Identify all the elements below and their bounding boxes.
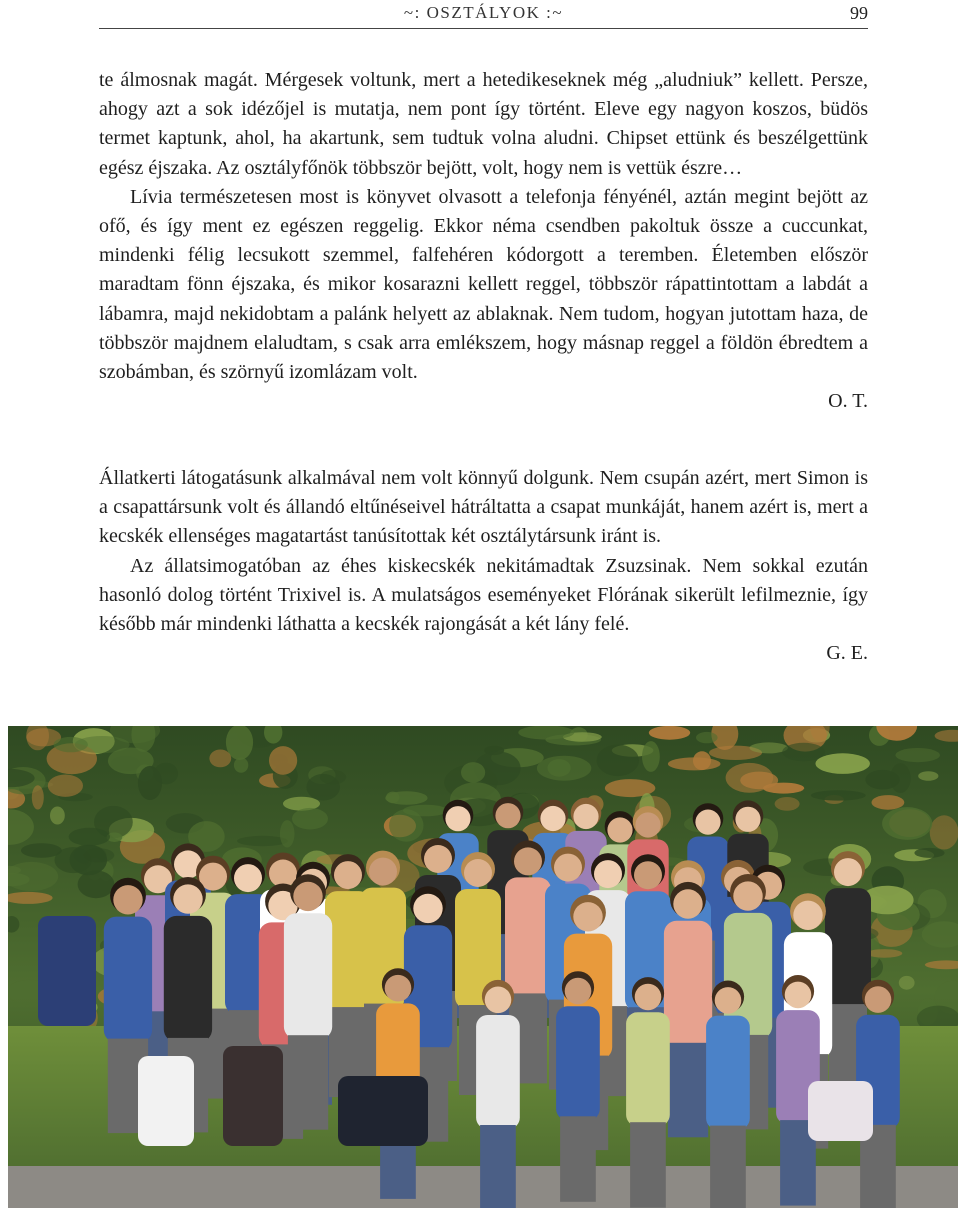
leaf-cluster [726, 763, 774, 793]
leaf-cluster [895, 748, 940, 762]
leaf-cluster [280, 820, 295, 847]
leaf-cluster [69, 828, 110, 846]
leaf-cluster [930, 815, 958, 849]
leaf-cluster [50, 807, 65, 825]
leaf-cluster [649, 726, 690, 740]
leaf-cluster [83, 848, 114, 862]
page-number: 99 [850, 3, 868, 23]
leaf-cluster [696, 732, 718, 743]
leaf-cluster [642, 741, 660, 772]
leaf-cluster [75, 736, 130, 753]
leaf-cluster [461, 762, 485, 783]
leaf-cluster [389, 809, 423, 842]
leaf-cluster [816, 753, 870, 774]
leaf-cluster [882, 807, 932, 840]
leaf-cluster [32, 785, 44, 809]
plastic-bag [138, 1056, 194, 1146]
leaf-cluster [775, 797, 800, 811]
leaf-cluster [867, 949, 903, 958]
paragraph: Az állatsimogatóban az éhes kiskecskék nekitámadtak Zsuzsinak. Nem sokkal ezután hasonló dolog történt Trixivel is. A mulatságos eseményeket Flórának sikerült lefilmeznie, így később már mindenki láthatta a kecskék rajongását a két lány felé. [99, 554, 868, 636]
leaf-cluster [385, 791, 427, 805]
leaf-cluster [48, 775, 83, 797]
leaf-cluster [890, 763, 911, 793]
leaf-cluster [597, 745, 639, 777]
leaf-cluster [292, 808, 328, 830]
leaf-cluster [269, 746, 297, 775]
plastic-bag [808, 1081, 873, 1141]
leaf-cluster [668, 757, 721, 770]
sports-bag [338, 1076, 428, 1146]
leaf-cluster [518, 726, 574, 740]
running-header [99, 0, 868, 29]
leaf-cluster [234, 758, 248, 773]
leaf-cluster [320, 770, 346, 784]
leaf-cluster [872, 795, 905, 810]
group-photo-illustration [8, 726, 958, 1208]
leaf-cluster [138, 766, 162, 800]
suitcase [223, 1046, 283, 1146]
section-title: ~: OSZTÁLYOK :~ [403, 3, 564, 22]
leaf-cluster [918, 771, 938, 781]
leaf-cluster [899, 976, 915, 990]
class-group-photo [8, 726, 958, 1208]
leaf-cluster [914, 848, 944, 858]
author-signature: O. T. [828, 390, 868, 413]
paragraph: Állatkerti látogatásunk alkalmával nem volt könnyű dolgunk. Nem csupán azért, mert Simon is a csapattársunk volt és állandó eltűnéseivel hátráltatta a csapat munkáját, hanem azért is, mert a kecskék ellenséges magatartást tanúsítottak két osztálytársunk iránt is. [99, 467, 868, 548]
leaf-cluster [548, 759, 571, 777]
story-one [99, 66, 868, 416]
leaf-cluster [209, 750, 231, 768]
story-two [99, 464, 868, 668]
paragraph: te álmosnak magát. Mérgesek voltunk, mert a hetedikeseknek még „aludniuk” kellett. Persze, ahogy azt a sok idézőjel is mutatja, nem pont így történt. Eleve egy nagyon koszos, büdös termet kaptunk, ahol, ha akartunk, sem tudtuk volna aludni. Chipset ettünk és beszélgettünk egész éjszaka. Az osztályfőnök többször bejött, volt, hogy nem is vettük észre… [99, 69, 868, 179]
author-signature: G. E. [826, 642, 868, 665]
backpack [38, 916, 96, 1026]
leaf-cluster [782, 743, 825, 761]
leaf-cluster [811, 790, 866, 800]
paragraph: Lívia természetesen most is könyvet olvasott a telefonja fényénél, aztán megint bejött az ofő, és így ment ez egészen reggelig. Ekkor néma csendben pakoltuk össze a cuccunkat, mindenki félig lecsukott szemmel, falfehéren kódorgott a teremben. Életemben először maradtam fönn éjszaka, és mikor kosarazni kellett reggel, többször rápattintottam a labdát a lábamra, majd nekidobtam a palánk helyett az ablaknak. Nem tudom, hogyan jutottam haza, de többször majdnem elaludtam, s csak arra emlékszem, hogy másnap reggel a földön ébredtem a szobámban, és szörnyű izomlázam volt. [99, 185, 868, 384]
